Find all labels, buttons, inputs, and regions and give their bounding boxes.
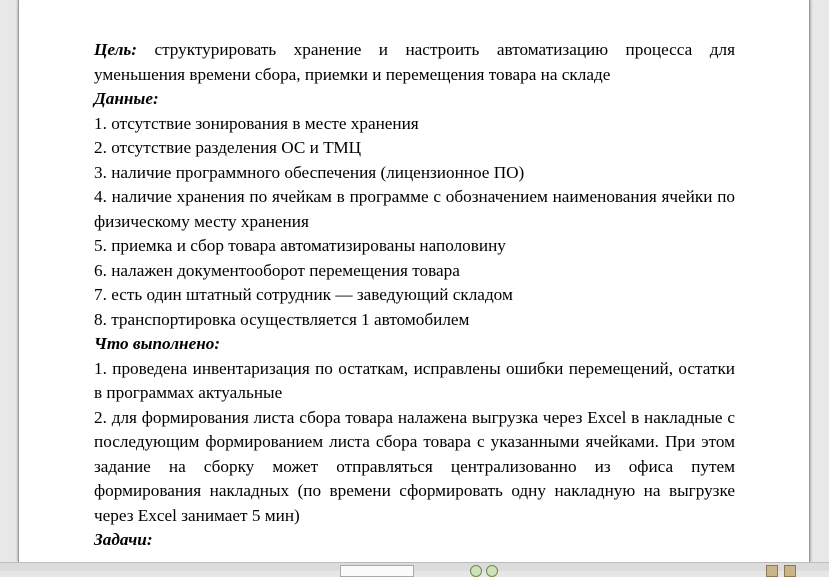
data-heading: Данные: <box>94 89 159 108</box>
view-mode-icon[interactable] <box>766 565 778 577</box>
data-item-4: 4. наличие хранения по ячейкам в программе с обозначением наименования ячейки по физическому месту хранения <box>94 187 735 231</box>
done-item-2: 2. для формирования листа сбора товара налажена выгрузка через Excel в накладные с последующим формированием листа сбора товара с указанными ячейками. При этом задание на сборку может отправляться централизованно из офиса путем формирования накладных (по времени сформировать одну накладную на выгрузке через Excel занимает 5 мин) <box>94 407 735 525</box>
fit-page-icon[interactable] <box>784 565 796 577</box>
goal-paragraph <box>94 38 735 87</box>
document-content <box>94 38 735 553</box>
data-item-2: 2. отсутствие разделения ОС и ТМЦ <box>94 138 362 157</box>
goal-text: структурировать хранение и настроить автоматизацию процесса для уменьшения времени сбора, приемки и перемещения товара на складе <box>94 40 735 84</box>
data-item-7: 7. есть один штатный сотрудник — заведующий складом <box>94 285 513 304</box>
goal-label: Цель: <box>94 40 137 59</box>
done-heading: Что выполнено: <box>94 334 221 353</box>
done-item-1: 1. проведена инвентаризация по остаткам, исправлены ошибки перемещений, остатки в программах актуальные <box>94 358 735 402</box>
data-item-8: 8. транспортировка осуществляется 1 автомобилем <box>94 309 470 329</box>
data-item-6: 6. налажен документооборот перемещения товара <box>94 260 460 280</box>
zoom-out-icon[interactable] <box>486 565 498 577</box>
data-item-3: 3. наличие программного обеспечения (лицензионное ПО) <box>94 162 525 182</box>
zoom-in-icon[interactable] <box>470 565 482 577</box>
document-page <box>18 0 810 562</box>
page-number-field[interactable] <box>340 565 414 577</box>
data-item-5: 5. приемка и сбор товара автоматизированы наполовину <box>94 236 506 255</box>
data-item-1: 1. отсутствие зонирования в месте хранения <box>94 113 419 133</box>
tasks-heading: Задачи: <box>94 530 153 549</box>
